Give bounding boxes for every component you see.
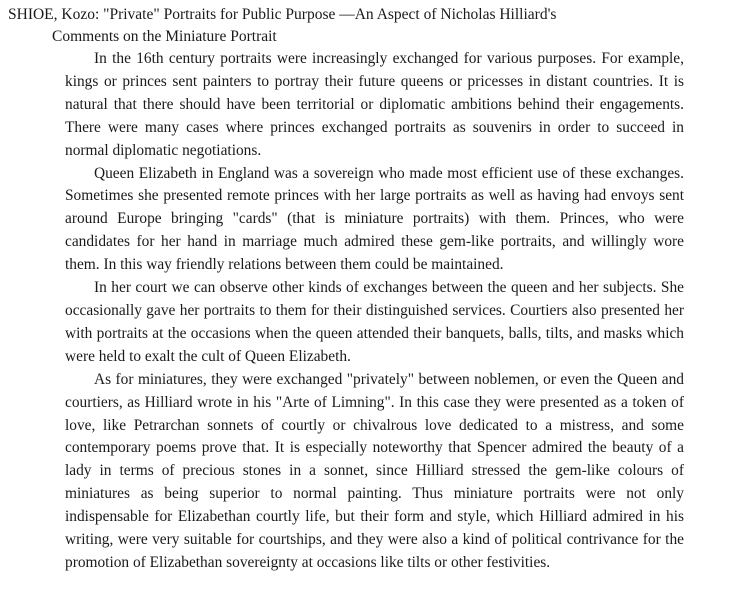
paragraph-2: Queen Elizabeth in England was a sovereign who made most efficient use of these exchanges. Sometimes she presented remote princes with her large portraits as well as having had envoys sent around Europe bringing "cards" (that is miniature portraits) with them. Princes, who were candidates for her hand in marriage much admired these gem-like portraits, and willingly wore them. In this way friendly relations between them could be maintained. [65, 164, 684, 274]
paragraph-1: In the 16th century portraits were increasingly exchanged for various purposes. For example, kings or princes sent painters to portray their future queens or pricesses in distant countries. It is natural that there should have been territorial or diplomatic ambitions behind their engagements. There were many cases where princes exchanged portraits as souvenirs in order to succeed in normal diplomatic negotiations. [65, 50, 684, 159]
paragraph-4: As for miniatures, they were exchanged "privately" between noblemen, or even the Queen and courtiers, as Hilliard wrote in his "Arte of Limning". In this case they were presented as a token of love, like Petrarchan sonnets of courtly or chivalrous love dedicated to a mistress, and some contemporary poems prove that. It is especially noteworthy that Spencer admired the beauty of a lady in terms of precious stones in a sonnet, since Hilliard stressed the gem-like colours of miniatures as being superior to normal painting. Thus miniature portraits were not only indispensable for Elizabethan courtly life, but their form and style, which Hilliard admired in his writing, were very suitable for courtships, and they were also a kind of political contrivance for the promotion of Elizabethan sovereignty at occasions like tilts or other festivities. [65, 370, 684, 571]
paragraph-3: In her court we can observe other kinds of exchanges between the queen and her subjects. She occasionally gave her portraits to them for their distinguished services. Courtiers also presented her with portraits at the occasions when the queen attended their banquets, balls, tilts, and masks which were held to exalt the cult of Queen Elizabeth. [65, 279, 684, 365]
article-title-line-1: SHIOE, Kozo: "Private" Portraits for Public Purpose —An Aspect of Nicholas Hilliard's [8, 6, 557, 23]
article-title-line-2: Comments on the Miniature Portrait [52, 28, 277, 45]
abstract-body [65, 48, 684, 575]
article-title [8, 4, 743, 48]
